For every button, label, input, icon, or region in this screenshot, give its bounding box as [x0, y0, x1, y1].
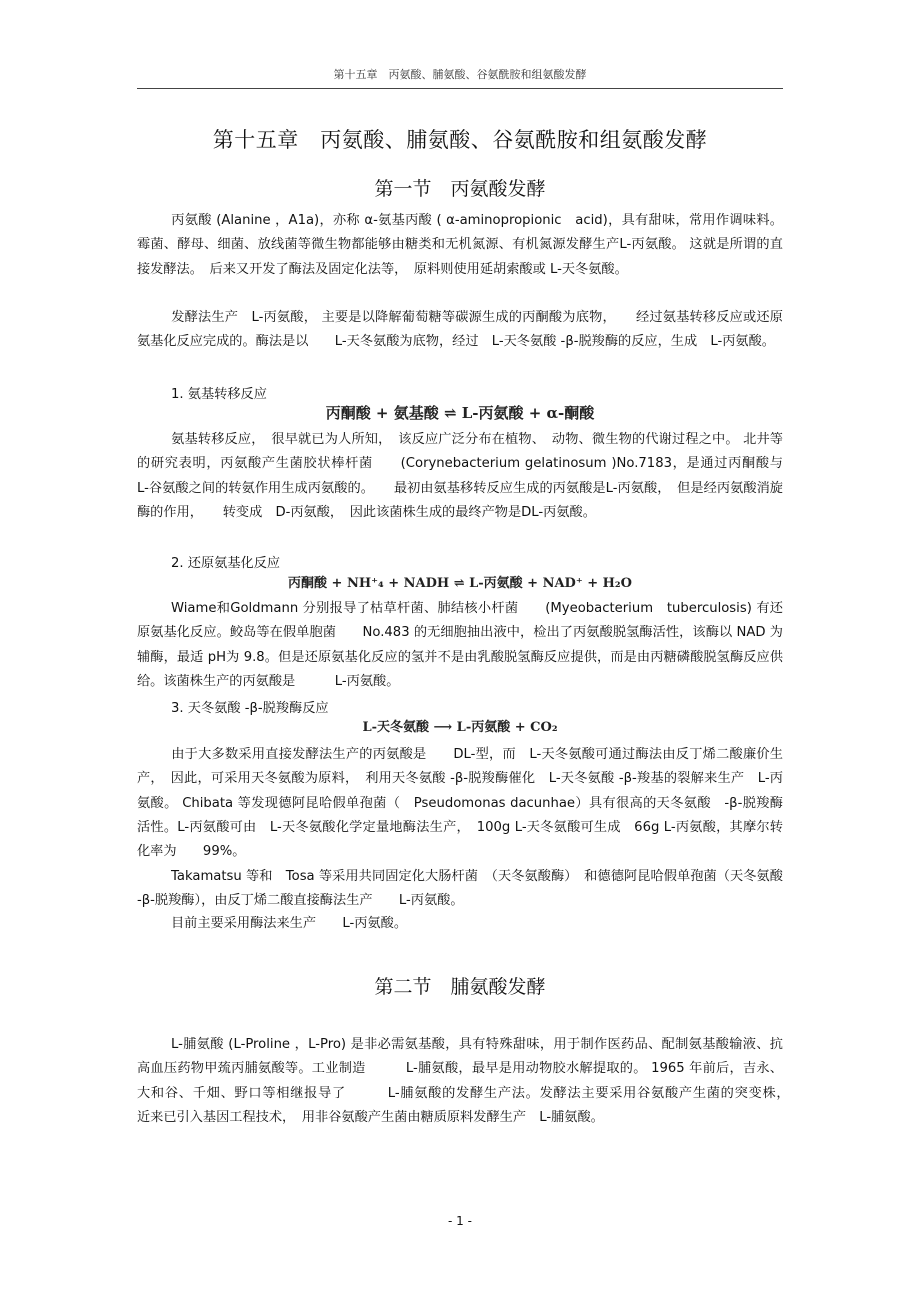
section-2-title: 第二节 脯氨酸发酵	[374, 976, 546, 998]
equation-decarboxylase: L-天冬氨酸 ⟶ L-丙氨酸 + CO₂	[362, 720, 558, 735]
section-1-paragraph-2	[137, 306, 783, 355]
section-1-title: 第一节 丙氨酸发酵	[374, 178, 546, 200]
subheading-transamination: 1. 氨基转移反应	[171, 387, 267, 402]
decarboxylase-paragraph-2	[137, 865, 783, 914]
decarboxylase-paragraph-1	[137, 743, 783, 864]
equation-reductive-amination: 丙酮酸 + NH⁺₄ + NADH ⇌ L-丙氨酸 + NAD⁺ + H₂O	[288, 576, 632, 591]
chapter-title: 第十五章 丙氨酸、脯氨酸、谷氨酰胺和组氨酸发酵	[212, 128, 708, 152]
section-1-paragraph-2-text: 发酵法生产 L-丙氨酸， 主要是以降解葡萄糖等碳源生成的丙酮酸为底物， 经过氨基转移反应或还原氨基化反应完成的。酶法是以 L-天冬氨酸为底物，经过 L-天冬氨酸 -β-脱羧酶的反应，生成 L-丙氨酸。	[137, 310, 783, 350]
reductive-amination-paragraph-text: Wiame和Goldmann 分别报导了枯草杆菌、肺结核小杆菌 (Myeobacterium tuberculosis) 有还原氨基化反应。鲛岛等在假单胞菌 No.483 的无细胞抽出液中，检出了丙氨酸脱氢酶活性，该酶以 NAD 为辅酶，最适 pH为 9.8。但是还原氨基化反应的氢并不是由乳酸脱氢酶反应提供，而是由丙糖磷酸脱氢酶反应供给。该菌株生产的丙氨酸是 L-丙氨酸。	[137, 601, 783, 689]
section-2-paragraph-1	[137, 1033, 810, 1130]
section-1-paragraph-1-text: 丙氨酸 (Alanine ，A1a)，亦称 α-氨基丙酸 ( α-aminopropionic acid)，具有甜味，常用作调味料。霉菌、酵母、细菌、放线菌等微生物都能够由糖类和无机氮源、有机氮源发酵生产L-丙氨酸。 这就是所谓的直接发酵法。 后来又开发了酶法及固定化法等， 原料则使用延胡索酸或 L-天冬氨酸。	[137, 213, 783, 277]
header-rule	[137, 88, 783, 89]
decarboxylase-paragraph-3	[137, 912, 783, 936]
section-1-paragraph-1	[137, 209, 783, 282]
decarboxylase-paragraph-3-text: 目前主要采用酶法来生产 L-丙氨酸。	[171, 916, 408, 931]
section-2-paragraph-1-text: L-脯氨酸 (L-Proline ，L-Pro) 是非必需氨基酸，具有特殊甜味，用于制作医药品、配制氨基酸输液、抗高血压药物甲巯丙脯氨酸等。工业制造 L-脯氨酸，最早是用动物胶水解提取的。 1965 年前后，吉永、大和谷、千畑、野口等相继报导了 L-脯氨酸的发酵生产法。发酵法主要采用谷氨酸产生菌的突变株， 近来已引入基因工程技术， 用非谷氨酸产生菌由糖质原料发酵生产 L-脯氨酸。	[137, 1037, 810, 1125]
subheading-decarboxylase: 3. 天冬氨酸 -β-脱羧酶反应	[171, 701, 329, 716]
decarboxylase-paragraph-1-text: 由于大多数采用直接发酵法生产的丙氨酸是 DL-型，而 L-天冬氨酸可通过酶法由反丁烯二酸廉价生产， 因此，可采用天冬氨酸为原料， 利用天冬氨酸 -β-脱羧酶催化 L-天冬氨酸 -β-羧基的裂解来生产 L-丙氨酸。 Chibata 等发现德阿昆哈假单孢菌（ Pseudomonas dacunhae）具有很高的天冬氨酸 -β-脱羧酶活性。L-丙氨酸可由 L-天冬氨酸化学定量地酶法生产， 100g L-天冬氨酸可生成 66g L-丙氨酸，其摩尔转化率为 99%。	[137, 747, 783, 860]
page-number: - 1 -	[448, 1214, 472, 1228]
transamination-paragraph	[137, 428, 797, 525]
decarboxylase-paragraph-2-text: Takamatsu 等和 Tosa 等采用共同固定化大肠杆菌 （天冬氨酸酶） 和德德阿昆哈假单孢菌（天冬氨酸 -β-脱羧酶），由反丁烯二酸直接酶法生产 L-丙氨酸。	[137, 869, 783, 909]
subheading-reductive-amination: 2. 还原氨基化反应	[171, 556, 281, 571]
running-header: 第十五章 丙氨酸、脯氨酸、谷氨酰胺和组氨酸发酵	[333, 68, 587, 81]
equation-transamination: 丙酮酸 + 氨基酸 ⇌ L-丙氨酸 + α-酮酸	[325, 404, 595, 422]
reductive-amination-paragraph	[137, 597, 783, 694]
transamination-paragraph-text: 氨基转移反应， 很早就已为人所知， 该反应广泛分布在植物、 动物、微生物的代谢过程之中。 北井等的研究表明，丙氨酸产生菌胶状棒杆菌 (Corynebacterium gelatinosum )No.7183，是通过丙酮酸与 L-谷氨酸之间的转氨作用生成丙氨酸的。 最初由氨基移转反应生成的丙氨酸是L-丙氨酸， 但是经丙氨酸消旋酶的作用， 转变成 D-丙氨酸， 因此该菌株生成的最终产物是DL-丙氨酸。	[137, 432, 797, 520]
